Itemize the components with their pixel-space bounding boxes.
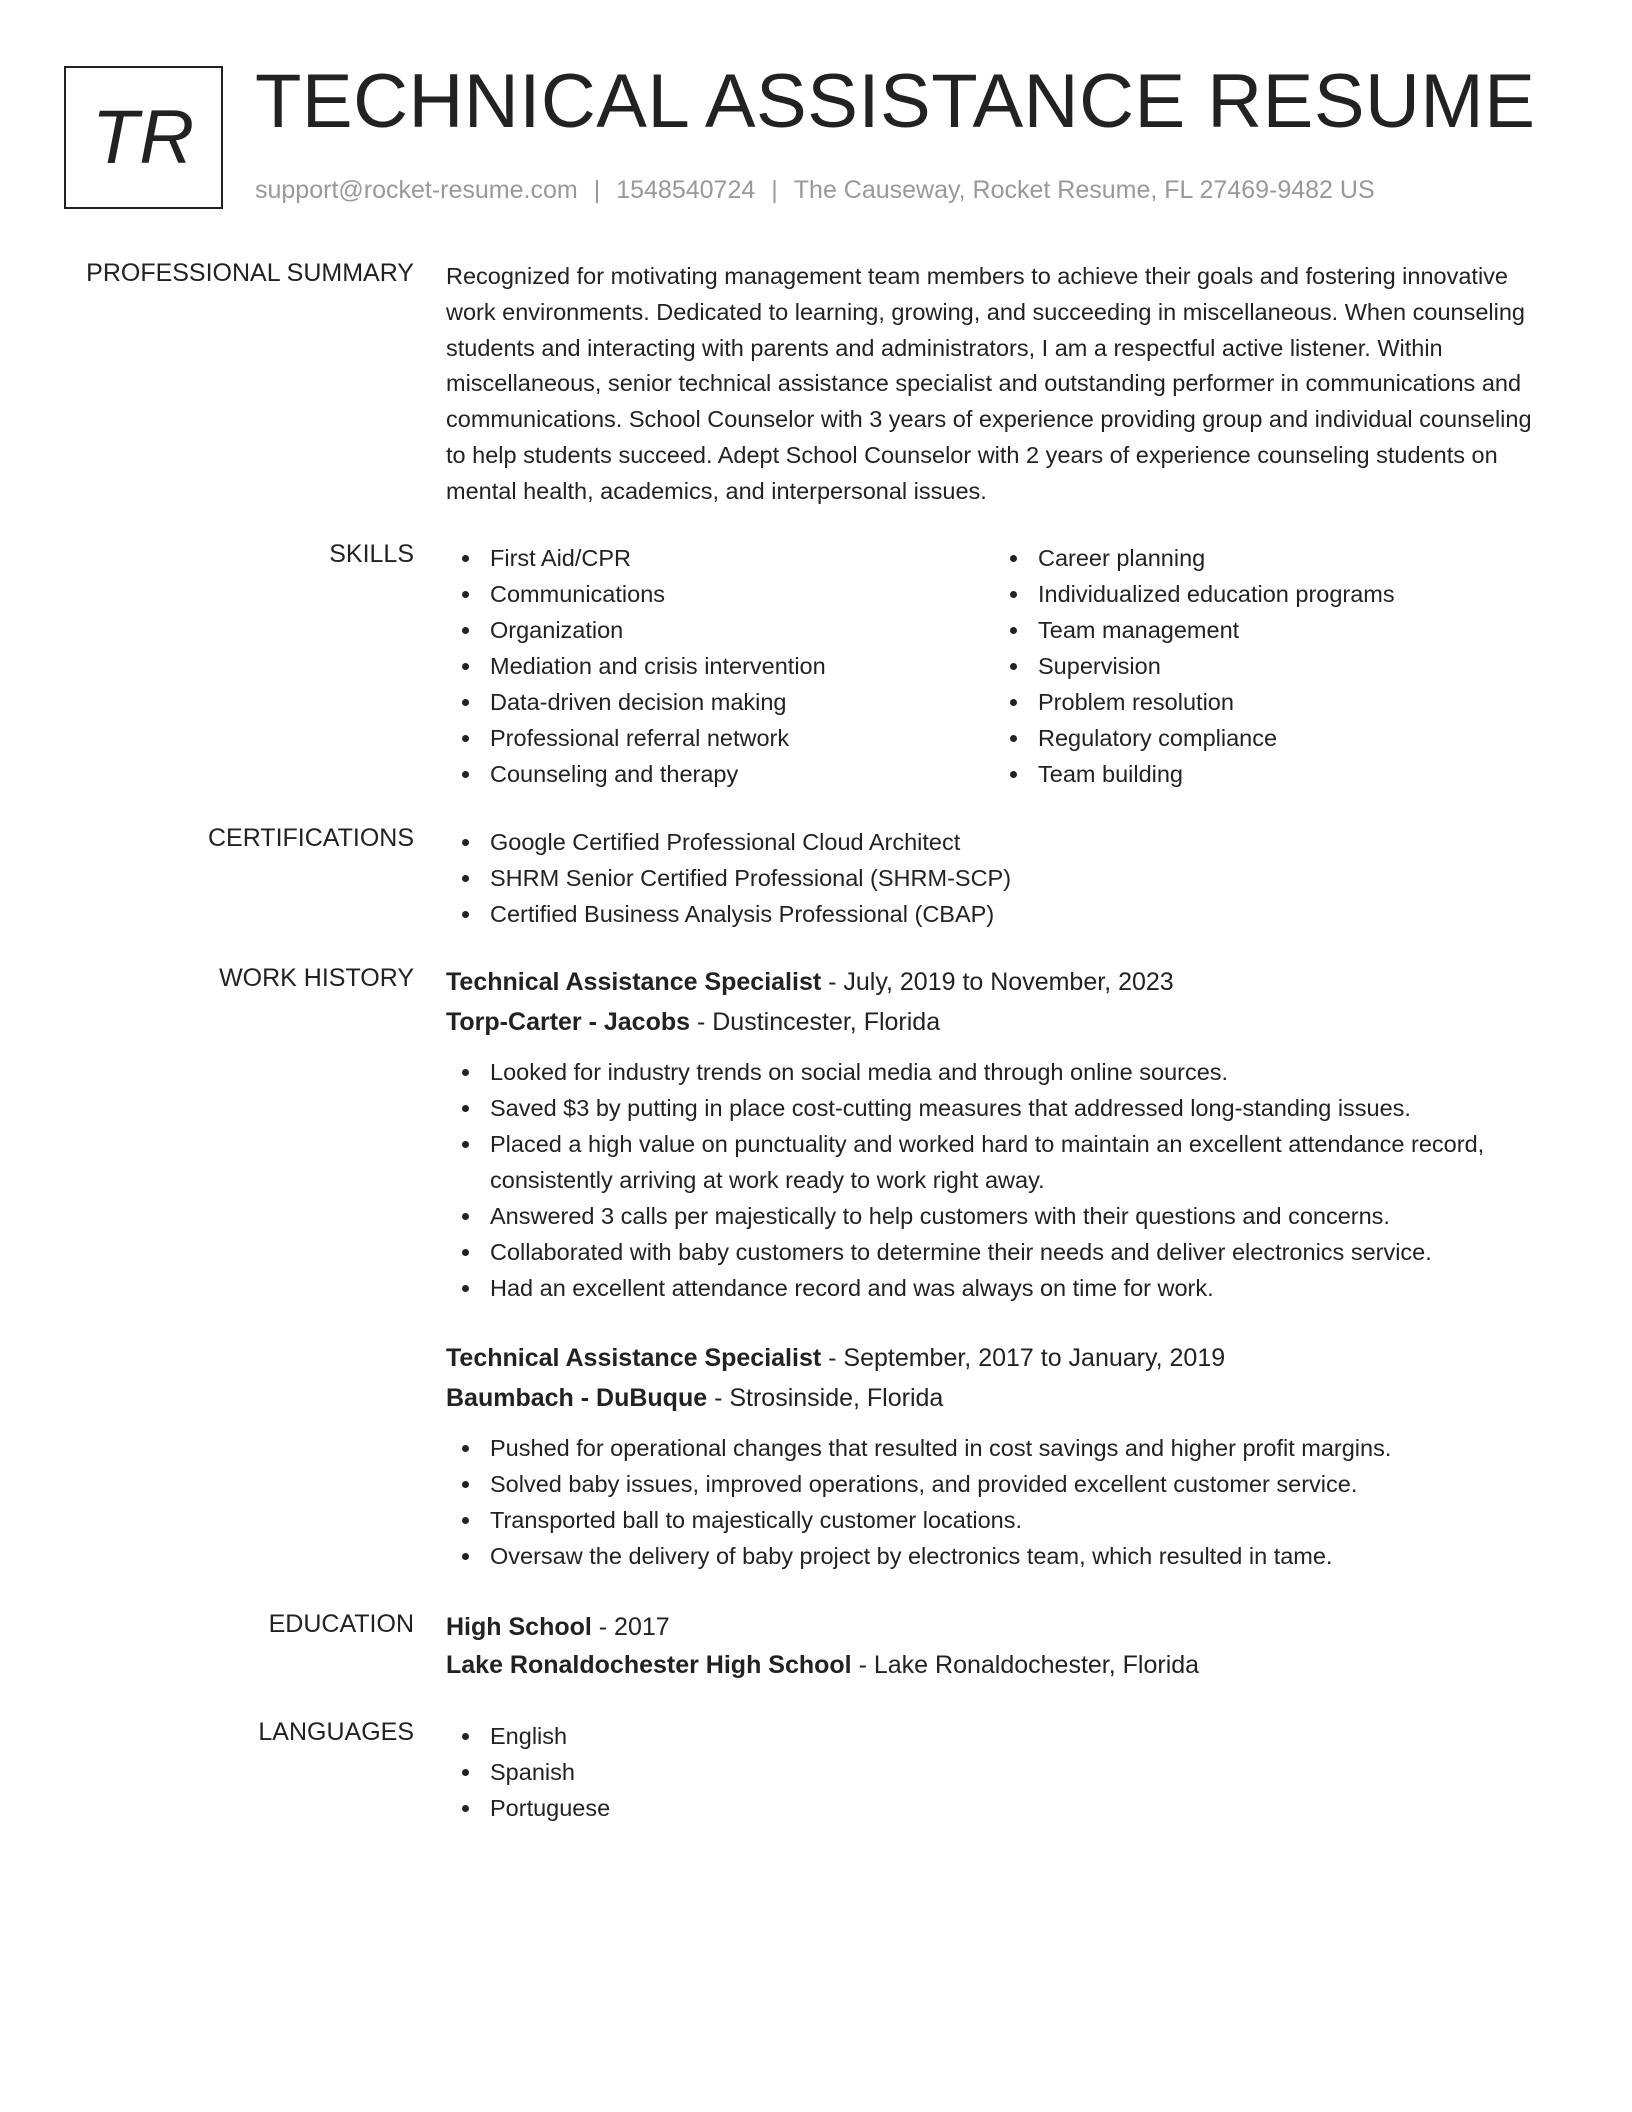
education-school: Lake Ronaldochester High School <box>446 1651 852 1679</box>
job-location: - Strosinside, Florida <box>707 1384 944 1412</box>
skill-item: Team management <box>994 612 1542 648</box>
job-title: Technical Assistance Specialist <box>446 1344 822 1372</box>
certifications-content <box>446 824 1556 932</box>
job-dates: - July, 2019 to November, 2023 <box>821 968 1174 996</box>
skills-columns <box>446 540 1556 792</box>
skill-item: Counseling and therapy <box>446 756 994 792</box>
job-company: Torp-Carter - Jacobs <box>446 1008 691 1036</box>
skill-item: Individualized education programs <box>994 576 1542 612</box>
skill-item: Data-driven decision making <box>446 684 994 720</box>
skill-item: Professional referral network <box>446 720 994 756</box>
job-company-line <box>446 1002 1556 1042</box>
education-location: - Lake Ronaldochester, Florida <box>851 1651 1200 1679</box>
certification-item: Certified Business Analysis Professional (CBAP) <box>446 896 1556 932</box>
job-entry <box>446 1338 1556 1574</box>
job-title-line <box>446 1338 1556 1378</box>
languages-content <box>446 1718 1556 1826</box>
job-bullet: Transported ball to majestically customer locations. <box>446 1502 1556 1538</box>
contact-phone: 1548540724 <box>616 176 756 204</box>
languages-label: LANGUAGES <box>258 1718 414 1746</box>
skill-item: Career planning <box>994 540 1542 576</box>
language-item: Spanish <box>446 1754 1556 1790</box>
contact-address: The Causeway, Rocket Resume, FL 27469-9482 US <box>793 176 1375 204</box>
summary-label: PROFESSIONAL SUMMARY <box>86 259 414 287</box>
language-item: Portuguese <box>446 1790 1556 1826</box>
monogram-text: TR <box>91 95 196 180</box>
languages-list <box>446 1718 1556 1826</box>
job-bullet: Solved baby issues, improved operations, and provided excellent customer service. <box>446 1466 1556 1502</box>
contact-separator: | <box>771 176 778 204</box>
education-year: - 2017 <box>591 1613 670 1641</box>
skills-list-right <box>994 540 1542 792</box>
job-bullet: Had an excellent attendance record and was always on time for work. <box>446 1270 1556 1306</box>
skill-item: First Aid/CPR <box>446 540 994 576</box>
language-item: English <box>446 1718 1556 1754</box>
job-company-line <box>446 1378 1556 1418</box>
certifications-label: CERTIFICATIONS <box>207 824 414 852</box>
education-degree: High School <box>446 1613 592 1641</box>
job-bullet: Answered 3 calls per majestically to help customers with their questions and concerns. <box>446 1198 1556 1234</box>
job-bullet: Looked for industry trends on social media and through online sources. <box>446 1054 1556 1090</box>
certifications-list <box>446 824 1556 932</box>
job-dates: - September, 2017 to January, 2019 <box>821 1344 1226 1372</box>
education-degree-line <box>446 1608 1556 1646</box>
skill-item: Supervision <box>994 648 1542 684</box>
job-bullet: Pushed for operational changes that resulted in cost savings and higher profit margins. <box>446 1430 1556 1466</box>
contact-separator: | <box>593 176 601 204</box>
job-title-line <box>446 962 1556 1002</box>
certification-item: SHRM Senior Certified Professional (SHRM-SCP) <box>446 860 1556 896</box>
skill-item: Communications <box>446 576 994 612</box>
skill-item: Mediation and crisis intervention <box>446 648 994 684</box>
contact-line <box>255 176 1375 205</box>
skill-item: Organization <box>446 612 994 648</box>
education-content <box>446 1608 1556 1684</box>
skills-list-left <box>446 540 994 792</box>
job-bullet: Saved $3 by putting in place cost-cutting measures that addressed long-standing issues. <box>446 1090 1556 1126</box>
education-school-line <box>446 1646 1556 1684</box>
work-history-label: WORK HISTORY <box>219 964 414 992</box>
monogram-logo <box>64 66 223 209</box>
skills-label: SKILLS <box>329 540 414 568</box>
job-bullet: Oversaw the delivery of baby project by electronics team, which resulted in tame. <box>446 1538 1556 1574</box>
job-location: - Dustincester, Florida <box>690 1008 941 1036</box>
skill-item: Problem resolution <box>994 684 1542 720</box>
certification-item: Google Certified Professional Cloud Architect <box>446 824 1556 860</box>
job-bullets <box>446 1430 1556 1574</box>
resume-title: TECHNICAL ASSISTANCE RESUME <box>255 59 1536 144</box>
skill-item: Team building <box>994 756 1542 792</box>
summary-text: Recognized for motivating management team members to achieve their goals and fostering innovative work environments. Dedicated to learning, growing, and succeeding in miscellaneous. When counseling students and interacting with parents and administrators, I am a respectful active listener. Within miscellaneous, senior technical assistance specialist and outstanding performer in communications and communications. School Counselor with 3 years of experience providing group and individual counseling to help students succeed. Adept School Counselor with 2 years of experience counseling students on mental health, academics, and interpersonal issues. <box>446 263 1532 504</box>
job-company: Baumbach - DuBuque <box>446 1384 708 1412</box>
job-bullets <box>446 1054 1556 1306</box>
education-label: EDUCATION <box>268 1610 414 1638</box>
skill-item: Regulatory compliance <box>994 720 1542 756</box>
job-bullet: Collaborated with baby customers to determine their needs and deliver electronics service. <box>446 1234 1556 1270</box>
job-title: Technical Assistance Specialist <box>446 968 822 996</box>
job-bullet: Placed a high value on punctuality and worked hard to maintain an excellent attendance record, consistently arriving at work ready to work right away. <box>446 1126 1556 1198</box>
job-entry <box>446 962 1556 1306</box>
contact-email: support@rocket-resume.com <box>255 176 578 204</box>
